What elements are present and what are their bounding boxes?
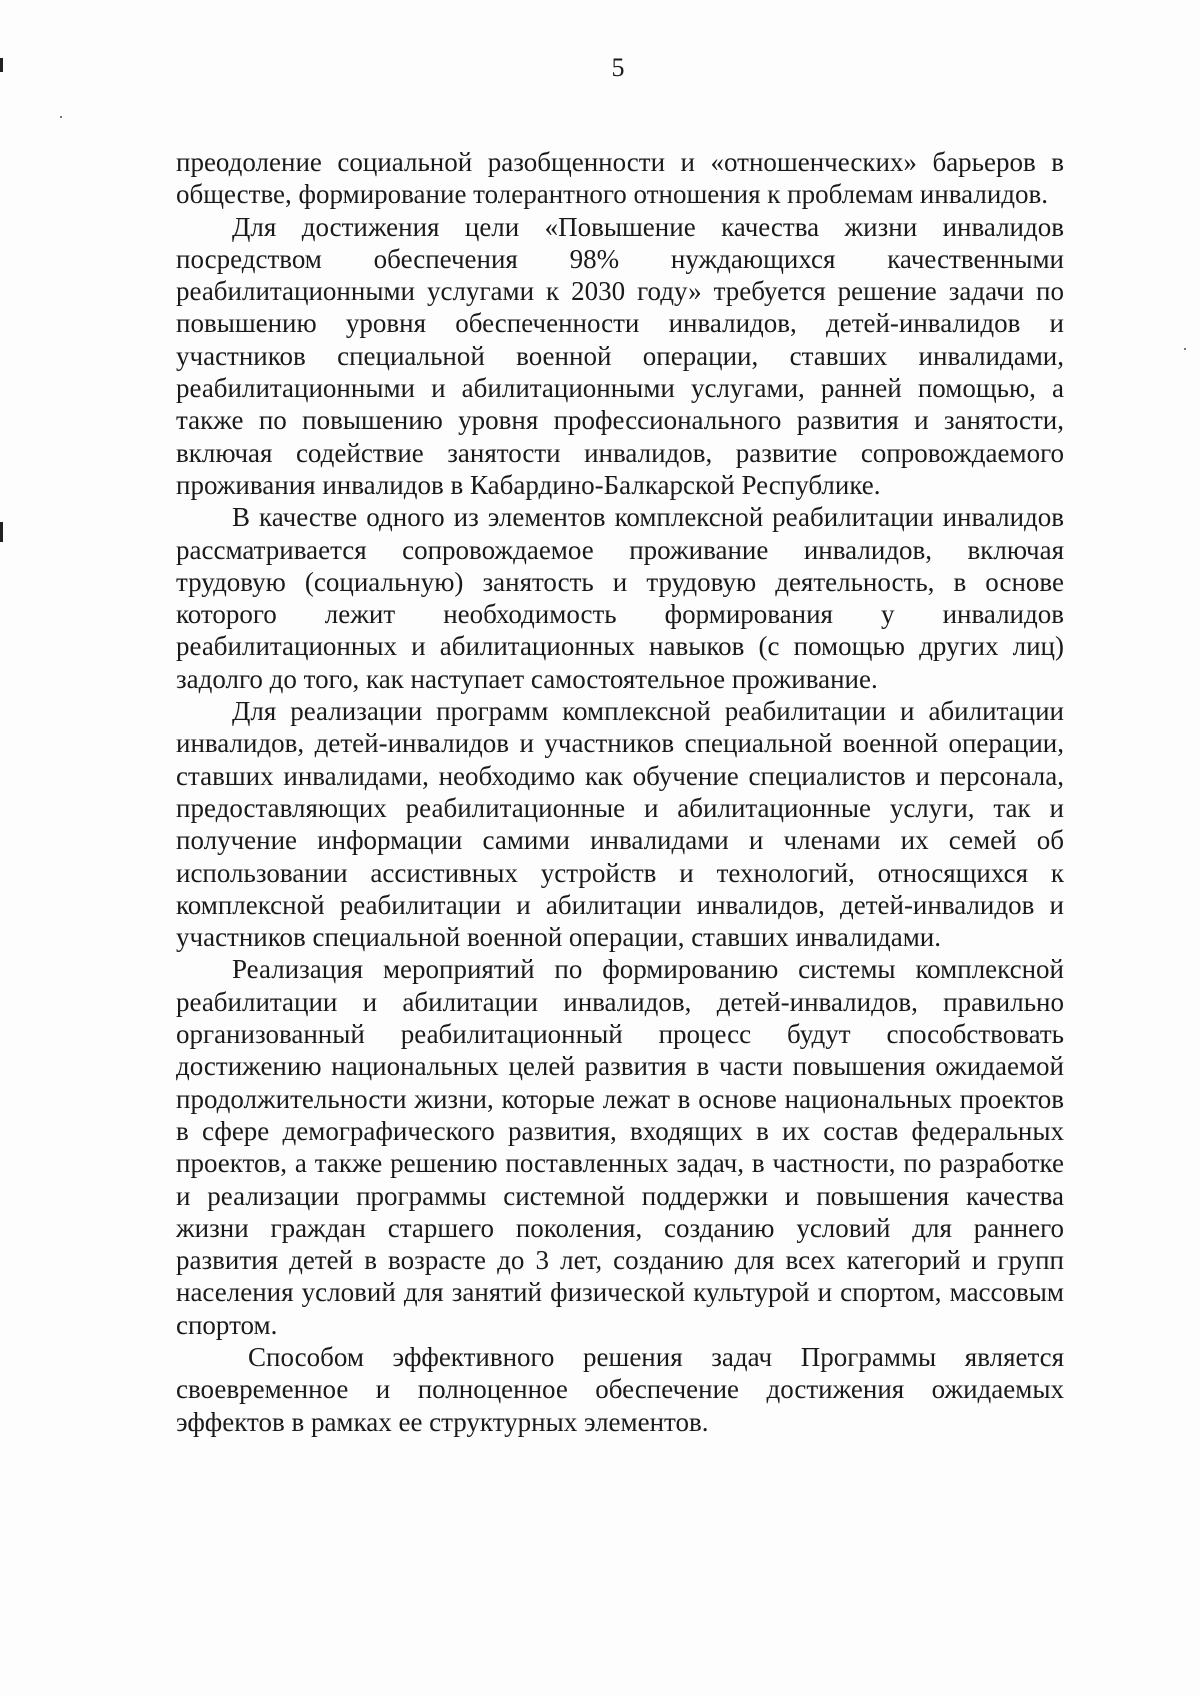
scan-speck [1184,348,1186,350]
scan-speck [0,522,3,542]
paragraph: Для достижения цели «Повышение качества жизни инвалидов посредством обеспечения 98% нуждающихся качественными реабилитационными услугами к 2030 году» требуется решение задачи по повышению уровня обеспеченности инвалидов, детей-инвалидов и участников специальной военной операции, ставших инвалидами, реабилитационными и абилитационными услугами, ранней помощью, а также по повышению уровня профессионального развития и занятости, включая содействие занятости инвалидов, развитие сопровождаемого проживания инвалидов в Кабардино-Балкарской Республике. [176,211,1064,500]
paragraph: В качестве одного из элементов комплексной реабилитации инвалидов рассматривается сопровождаемое проживание инвалидов, включая трудовую (социальную) занятость и трудовую деятельность, в основе которого лежит необходимость формирования у инвалидов реабилитационных и абилитационных навыков (с помощью других лиц) задолго до того, как наступает самостоятельное проживание. [176,502,1064,694]
paragraph: преодоление социальной разобщенности и «отношенческих» барьеров в обществе, формирование толерантного отношения к проблемам инвалидов. [176,147,1064,210]
paragraph: Способом эффективного решения задач Программы является своевременное и полноценное обеспечение достижения ожидаемых эффектов в рамках ее структурных элементов. [176,1341,1064,1437]
scan-speck [60,116,62,118]
paragraph: Реализация мероприятий по формированию системы комплексной реабилитации и абилитации инвалидов, детей-инвалидов, правильно организованный реабилитационный процесс будут способствовать достижению национальных целей развития в части повышения ожидаемой продолжительности жизни, которые лежат в основе национальных проектов в сфере демографического развития, входящих в их состав федеральных проектов, а также решению поставленных задач, в частности, по разработке и реализации программы системной поддержки и повышения качества жизни граждан старшего поколения, созданию условий для раннего развития детей в возрасте до 3 лет, созданию для всех категорий и групп населения условий для занятий физической культурой и спортом, массовым спортом. [176,954,1064,1340]
document-body [176,146,1064,1438]
page-number: 5 [611,53,625,82]
paragraph: Для реализации программ комплексной реабилитации и абилитации инвалидов, детей-инвалидов и участников специальной военной операции, ставших инвалидами, необходимо как обучение специалистов и персонала, предоставляющих реабилитационные и абилитационные услуги, так и получение информации самими инвалидами и членами их семей об использовании ассистивных устройств и технологий, относящихся к комплексной реабилитации и абилитации инвалидов, детей-инвалидов и участников специальной военной операции, ставших инвалидами. [176,696,1064,953]
